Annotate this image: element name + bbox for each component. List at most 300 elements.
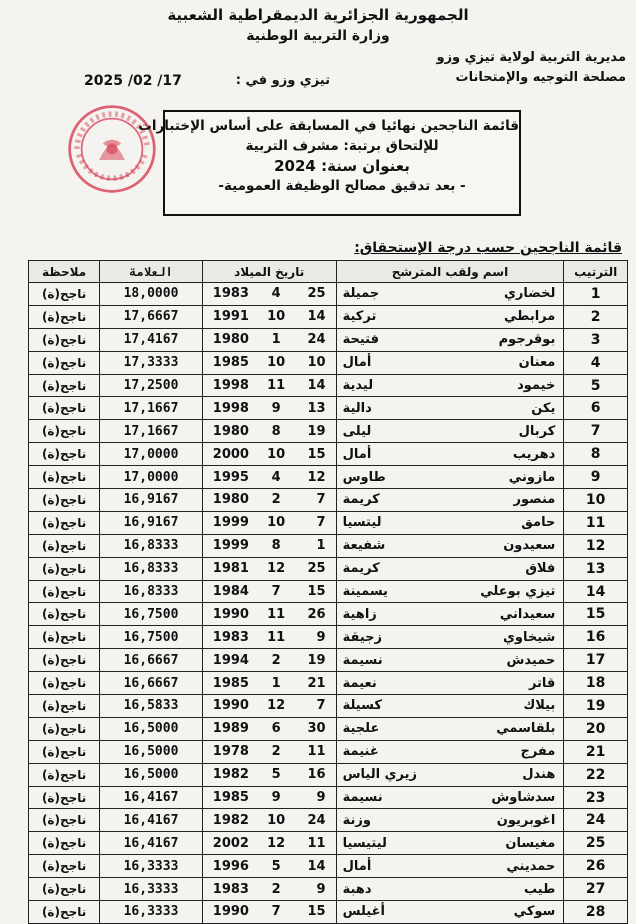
name-cell <box>336 855 564 878</box>
dob-cell <box>202 695 336 718</box>
dob-year: 1985 <box>212 790 249 806</box>
name-cell <box>336 351 564 374</box>
first-name: فتيحة <box>342 332 379 348</box>
name-cell <box>336 626 564 649</box>
note-cell: ناجح(ة) <box>29 351 100 374</box>
col-mark: العلامة <box>100 261 203 283</box>
dob-cell <box>202 489 336 512</box>
note-cell: ناجح(ة) <box>29 283 100 306</box>
last-name: مغيسان <box>505 835 556 851</box>
dob-cell <box>202 878 336 901</box>
name-cell <box>336 832 564 855</box>
dob-month: 7 <box>271 584 281 600</box>
first-name: ليتيسيا <box>342 835 387 851</box>
dob-month: 9 <box>271 400 281 416</box>
first-name: كريمة <box>342 492 380 508</box>
table-row <box>29 901 628 924</box>
name-cell <box>336 603 564 626</box>
rank-cell: 18 <box>564 672 628 695</box>
mark-cell: 16,9167 <box>100 511 203 534</box>
last-name: شيخاوي <box>502 629 556 645</box>
last-name: كربال <box>518 423 556 439</box>
name-cell <box>336 649 564 672</box>
first-name: شفيعة <box>342 538 386 554</box>
dob-month: 11 <box>267 629 286 645</box>
name-cell <box>336 901 564 924</box>
dob-cell <box>202 511 336 534</box>
rank-cell: 22 <box>564 763 628 786</box>
mark-cell: 16,7500 <box>100 603 203 626</box>
dob-day: 30 <box>307 721 326 737</box>
rank-cell: 24 <box>564 809 628 832</box>
dob-year: 1999 <box>212 515 249 531</box>
name-cell <box>336 878 564 901</box>
name-cell <box>336 786 564 809</box>
dob-month: 12 <box>267 835 286 851</box>
note-cell: ناجح(ة) <box>29 374 100 397</box>
first-name: جميلة <box>342 286 380 302</box>
first-name: طاوس <box>342 469 386 485</box>
dob-day: 26 <box>307 606 326 622</box>
title-line-3: بعنوان سنة: 2024 <box>274 157 410 175</box>
dob-month: 10 <box>267 355 286 371</box>
last-name: مفرج <box>520 744 556 760</box>
name-cell <box>336 420 564 443</box>
first-name: نسيمة <box>342 652 383 668</box>
mark-cell: 17,0000 <box>100 466 203 489</box>
dob-day: 19 <box>307 652 326 668</box>
note-cell: ناجح(ة) <box>29 878 100 901</box>
dob-month: 11 <box>267 606 286 622</box>
dob-month: 5 <box>271 767 281 783</box>
rank-cell: 5 <box>564 374 628 397</box>
dob-cell <box>202 626 336 649</box>
dob-day: 24 <box>307 332 326 348</box>
dob-day: 9 <box>316 790 326 806</box>
dob-day: 25 <box>307 561 326 577</box>
first-name: دالية <box>342 400 372 416</box>
table-row <box>29 328 628 351</box>
dob-day: 16 <box>307 767 326 783</box>
dob-cell <box>202 672 336 695</box>
dob-day: 21 <box>307 675 326 691</box>
mark-cell: 16,8333 <box>100 580 203 603</box>
dob-year: 1998 <box>212 400 249 416</box>
dob-day: 14 <box>307 858 326 874</box>
first-name: كريمة <box>342 561 380 577</box>
table-row <box>29 489 628 512</box>
dob-month: 7 <box>271 904 281 920</box>
table-row <box>29 397 628 420</box>
dob-day: 11 <box>307 744 326 760</box>
service-label: مصلحة التوجيه والإمتحانات <box>455 70 626 85</box>
col-name: اسم ولقب المترشح <box>336 261 564 283</box>
note-cell: ناجح(ة) <box>29 397 100 420</box>
mark-cell: 16,6667 <box>100 649 203 672</box>
first-name: ليلى <box>342 423 372 439</box>
dob-cell <box>202 786 336 809</box>
rank-cell: 16 <box>564 626 628 649</box>
last-name: سدشاوش <box>491 790 556 806</box>
last-name: فلاق <box>525 561 556 577</box>
last-name: منصور <box>513 492 556 508</box>
dob-year: 1983 <box>212 286 249 302</box>
dob-month: 2 <box>271 492 281 508</box>
rank-cell: 8 <box>564 443 628 466</box>
dob-month: 10 <box>267 515 286 531</box>
dob-month: 1 <box>271 332 281 348</box>
directorate-label: مديرية التربية لولاية تيزي وزو <box>436 50 626 65</box>
rank-cell: 15 <box>564 603 628 626</box>
first-name: كسيلة <box>342 698 382 714</box>
dob-year: 1981 <box>212 561 249 577</box>
note-cell: ناجح(ة) <box>29 672 100 695</box>
list-heading: قائمة الناجحين حسب درجة الإستحقاق: <box>354 240 622 256</box>
note-cell: ناجح(ة) <box>29 443 100 466</box>
table-row <box>29 351 628 374</box>
dob-year: 1982 <box>212 812 249 828</box>
dob-year: 1994 <box>212 652 249 668</box>
table-row <box>29 855 628 878</box>
last-name: تيزي بوعلي <box>480 584 556 600</box>
table-row <box>29 283 628 306</box>
table-header-row <box>29 261 628 283</box>
last-name: لخضاري <box>503 286 556 302</box>
table-row <box>29 786 628 809</box>
table-row <box>29 672 628 695</box>
note-cell: ناجح(ة) <box>29 649 100 672</box>
mark-cell: 17,3333 <box>100 351 203 374</box>
dob-year: 1990 <box>212 606 249 622</box>
last-name: بلقاسمي <box>496 721 556 737</box>
dob-month: 11 <box>267 378 286 393</box>
dob-year: 1982 <box>212 767 249 783</box>
rank-cell: 11 <box>564 511 628 534</box>
mark-cell: 16,5000 <box>100 763 203 786</box>
dob-year: 1998 <box>212 378 249 393</box>
table-row <box>29 374 628 397</box>
dob-cell <box>202 649 336 672</box>
place-label: تيزي وزو في : <box>235 73 330 88</box>
note-cell: ناجح(ة) <box>29 305 100 328</box>
first-name: أمال <box>342 446 372 462</box>
mark-cell: 16,5000 <box>100 717 203 740</box>
dob-day: 24 <box>307 812 326 828</box>
last-name: سعيداني <box>499 606 556 622</box>
note-cell: ناجح(ة) <box>29 557 100 580</box>
dob-year: 2002 <box>212 835 249 851</box>
dob-month: 8 <box>271 423 281 439</box>
mark-cell: 16,3333 <box>100 901 203 924</box>
dob-year: 2000 <box>212 446 249 462</box>
dob-year: 1984 <box>212 584 249 600</box>
mark-cell: 16,8333 <box>100 557 203 580</box>
table-row <box>29 809 628 832</box>
dob-day: 11 <box>307 835 326 851</box>
mark-cell: 16,3333 <box>100 855 203 878</box>
title-box <box>138 110 521 216</box>
dob-day: 10 <box>307 355 326 371</box>
table-row <box>29 626 628 649</box>
note-cell: ناجح(ة) <box>29 420 100 443</box>
dob-day: 14 <box>307 309 326 325</box>
dob-month: 2 <box>271 744 281 760</box>
mark-cell: 17,2500 <box>100 374 203 397</box>
rank-cell: 19 <box>564 695 628 718</box>
first-name: يسمينة <box>342 584 388 600</box>
dob-day: 25 <box>307 286 326 302</box>
mark-cell: 16,8333 <box>100 534 203 557</box>
dob-year: 1978 <box>212 744 249 760</box>
first-name: زاهية <box>342 606 377 622</box>
mark-cell: 16,5833 <box>100 695 203 718</box>
first-name: وزنة <box>342 812 371 828</box>
rank-cell: 6 <box>564 397 628 420</box>
note-cell: ناجح(ة) <box>29 626 100 649</box>
rank-cell: 1 <box>564 283 628 306</box>
last-name: هندل <box>522 767 556 783</box>
note-cell: ناجح(ة) <box>29 901 100 924</box>
dob-cell <box>202 534 336 557</box>
dob-cell <box>202 901 336 924</box>
dob-year: 1980 <box>212 332 249 348</box>
mark-cell: 17,1667 <box>100 420 203 443</box>
name-cell <box>336 717 564 740</box>
last-name: سعيدون <box>503 538 556 554</box>
dob-month: 8 <box>271 538 281 554</box>
dob-cell <box>202 809 336 832</box>
dob-cell <box>202 420 336 443</box>
rank-cell: 28 <box>564 901 628 924</box>
dob-cell <box>202 832 336 855</box>
rank-cell: 2 <box>564 305 628 328</box>
table-row <box>29 878 628 901</box>
first-name: نعيمة <box>342 675 377 691</box>
dob-day: 7 <box>316 492 326 508</box>
dob-month: 4 <box>271 469 281 485</box>
first-name: زجيقة <box>342 629 383 645</box>
dob-year: 1999 <box>212 538 249 554</box>
mark-cell: 16,3333 <box>100 878 203 901</box>
dob-year: 1983 <box>212 629 249 645</box>
rank-cell: 27 <box>564 878 628 901</box>
dob-month: 2 <box>271 881 281 897</box>
mark-cell: 17,0000 <box>100 443 203 466</box>
table-row <box>29 534 628 557</box>
rank-cell: 14 <box>564 580 628 603</box>
last-name: يكن <box>531 400 556 416</box>
dob-cell <box>202 855 336 878</box>
dob-day: 9 <box>316 629 326 645</box>
rank-cell: 12 <box>564 534 628 557</box>
note-cell: ناجح(ة) <box>29 717 100 740</box>
table-row <box>29 443 628 466</box>
name-cell <box>336 695 564 718</box>
name-cell <box>336 763 564 786</box>
name-cell <box>336 397 564 420</box>
name-cell <box>336 466 564 489</box>
table-row <box>29 717 628 740</box>
last-name: قاتر <box>528 675 556 691</box>
last-name: مازوني <box>508 469 556 485</box>
table-row <box>29 763 628 786</box>
dob-month: 2 <box>271 652 281 668</box>
table-row <box>29 580 628 603</box>
dob-month: 12 <box>267 698 286 714</box>
name-cell <box>336 672 564 695</box>
name-cell <box>336 283 564 306</box>
mark-cell: 16,4167 <box>100 809 203 832</box>
table-row <box>29 466 628 489</box>
last-name: اغوبريون <box>496 812 556 828</box>
col-rank: الترتيب <box>564 261 628 283</box>
first-name: غنيمة <box>342 744 379 760</box>
rank-cell: 13 <box>564 557 628 580</box>
ministry-header: وزارة التربية الوطنية <box>246 28 390 44</box>
table-row <box>29 695 628 718</box>
dob-day: 19 <box>307 423 326 439</box>
table-row <box>29 511 628 534</box>
dob-month: 10 <box>267 309 286 325</box>
mark-cell: 16,7500 <box>100 626 203 649</box>
dob-year: 1985 <box>212 675 249 691</box>
dob-cell <box>202 283 336 306</box>
dob-day: 15 <box>307 904 326 920</box>
dob-year: 1983 <box>212 881 249 897</box>
dob-day: 7 <box>316 698 326 714</box>
last-name: سوكي <box>513 904 556 920</box>
mark-cell: 16,5000 <box>100 740 203 763</box>
rank-cell: 23 <box>564 786 628 809</box>
dob-year: 1996 <box>212 858 249 874</box>
dob-year: 1990 <box>212 698 249 714</box>
title-line-2: للإلتحاق برتبة: مشرف التربية <box>245 138 439 154</box>
note-cell: ناجح(ة) <box>29 328 100 351</box>
first-name: أمال <box>342 858 372 874</box>
rank-cell: 21 <box>564 740 628 763</box>
dob-year: 1980 <box>212 423 249 439</box>
last-name: حميدش <box>506 652 556 668</box>
republic-header: الجمهورية الجزائرية الديمقراطية الشعبية <box>167 6 469 24</box>
note-cell: ناجح(ة) <box>29 534 100 557</box>
name-cell <box>336 328 564 351</box>
dob-cell <box>202 763 336 786</box>
note-cell: ناجح(ة) <box>29 466 100 489</box>
dob-year: 1980 <box>212 492 249 508</box>
mark-cell: 16,4167 <box>100 832 203 855</box>
dob-cell <box>202 740 336 763</box>
last-name: خيمود <box>517 378 556 393</box>
first-name: ليدية <box>342 378 374 393</box>
dob-month: 10 <box>267 446 286 462</box>
first-name: علجية <box>342 721 380 737</box>
table-row <box>29 557 628 580</box>
dob-day: 13 <box>307 400 326 416</box>
dob-cell <box>202 717 336 740</box>
first-name: ليتسيا <box>342 515 382 531</box>
dob-month: 9 <box>271 790 281 806</box>
rank-cell: 20 <box>564 717 628 740</box>
col-dob: تاريخ الميلاد <box>202 261 336 283</box>
first-name: أغيلس <box>342 904 385 920</box>
name-cell <box>336 443 564 466</box>
dob-day: 1 <box>316 538 326 554</box>
name-cell <box>336 489 564 512</box>
dob-year: 1991 <box>212 309 249 325</box>
table-row <box>29 603 628 626</box>
dob-month: 4 <box>271 286 281 302</box>
dob-month: 10 <box>267 812 286 828</box>
note-cell: ناجح(ة) <box>29 489 100 512</box>
dob-cell <box>202 443 336 466</box>
col-note: ملاحظة <box>29 261 100 283</box>
first-name: دهبة <box>342 881 372 897</box>
name-cell <box>336 534 564 557</box>
name-cell <box>336 305 564 328</box>
note-cell: ناجح(ة) <box>29 855 100 878</box>
note-cell: ناجح(ة) <box>29 580 100 603</box>
dob-month: 12 <box>267 561 286 577</box>
note-cell: ناجح(ة) <box>29 809 100 832</box>
dob-cell <box>202 603 336 626</box>
dob-cell <box>202 466 336 489</box>
mark-cell: 17,6667 <box>100 305 203 328</box>
document-date: 2025 /02 /17 <box>84 73 182 89</box>
dob-day: 9 <box>316 881 326 897</box>
table-row <box>29 832 628 855</box>
dob-month: 5 <box>271 858 281 874</box>
note-cell: ناجح(ة) <box>29 832 100 855</box>
rank-cell: 4 <box>564 351 628 374</box>
rank-cell: 3 <box>564 328 628 351</box>
rank-cell: 26 <box>564 855 628 878</box>
dob-cell <box>202 328 336 351</box>
rank-cell: 17 <box>564 649 628 672</box>
dob-day: 15 <box>307 584 326 600</box>
name-cell <box>336 809 564 832</box>
dob-cell <box>202 351 336 374</box>
rank-cell: 10 <box>564 489 628 512</box>
table-row <box>29 420 628 443</box>
name-cell <box>336 374 564 397</box>
first-name: تركية <box>342 309 377 325</box>
dob-cell <box>202 397 336 420</box>
name-cell <box>336 580 564 603</box>
note-cell: ناجح(ة) <box>29 786 100 809</box>
note-cell: ناجح(ة) <box>29 740 100 763</box>
dob-day: 12 <box>307 469 326 485</box>
mark-cell: 18,0000 <box>100 283 203 306</box>
name-cell <box>336 511 564 534</box>
dob-month: 1 <box>271 675 281 691</box>
dob-month: 6 <box>271 721 281 737</box>
dob-day: 15 <box>307 446 326 462</box>
dob-day: 7 <box>316 515 326 531</box>
note-cell: ناجح(ة) <box>29 695 100 718</box>
name-cell <box>336 557 564 580</box>
rank-cell: 9 <box>564 466 628 489</box>
last-name: حامق <box>521 515 556 531</box>
dob-day: 14 <box>307 378 326 393</box>
table-row <box>29 740 628 763</box>
note-cell: ناجح(ة) <box>29 511 100 534</box>
rank-cell: 7 <box>564 420 628 443</box>
table-row <box>29 649 628 672</box>
dob-cell <box>202 374 336 397</box>
dob-year: 1985 <box>212 355 249 371</box>
rank-cell: 25 <box>564 832 628 855</box>
dob-year: 1989 <box>212 721 249 737</box>
